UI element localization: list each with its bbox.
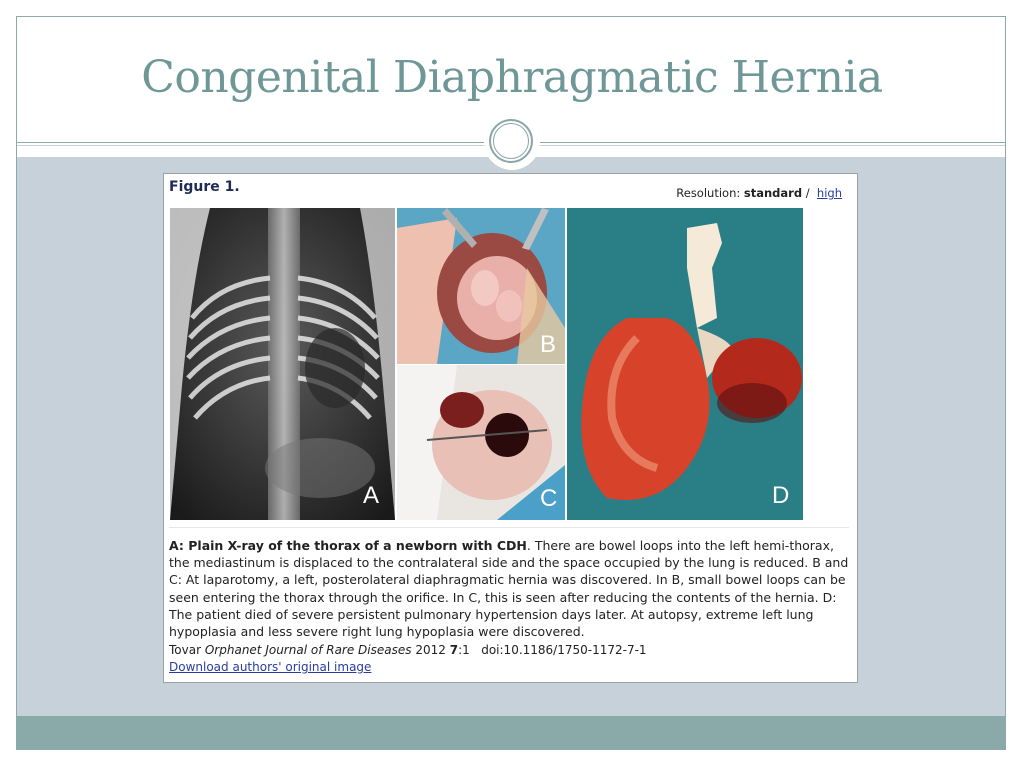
citation-year: 2012 (415, 643, 446, 657)
citation (169, 643, 647, 657)
panel-label-c: C (540, 485, 558, 512)
citation-volume: 7 (449, 643, 459, 657)
xray-image (170, 208, 395, 520)
caption-heading: A: Plain X-ray of the thorax of a newborn with CDH (169, 538, 527, 553)
citation-author: Tovar (169, 643, 202, 657)
circle-ornament-inner (493, 123, 529, 159)
resolution-selector (676, 186, 842, 200)
slide-title: Congenital Diaphragmatic Hernia (141, 52, 883, 103)
resolution-standard: standard (743, 186, 803, 200)
panel-label-a: A (363, 482, 380, 509)
resolution-high-link[interactable]: high (816, 186, 842, 200)
figure-label: Figure 1. (169, 179, 240, 195)
figure-caption (169, 537, 851, 640)
citation-issue: :1 (458, 643, 470, 657)
footer-bar (17, 716, 1005, 749)
download-original-link[interactable]: Download authors' original image (169, 660, 372, 674)
panel-label-b: B (540, 331, 557, 358)
figure-card (163, 173, 858, 683)
surgery-image-c (397, 365, 565, 520)
panel-label-d: D (772, 482, 790, 509)
caption-body: . There are bowel loops into the left hemi-thorax, the mediastinum is displaced to the contralateral side and the space occupied by the lung is reduced. B and C: At laparotomy, a left, posterolateral diaphragmatic hernia was discovered. In B, small bowel loops can be seen entering the thorax through the orifice. In C, this is seen after reducing the contents of the hernia. D: The patient died of severe persistent pulmonary hypertension days later. At autopsy, extreme left lung hypoplasia and less severe right lung hypoplasia were discovered. (169, 538, 849, 640)
figure-images (170, 208, 803, 520)
citation-doi: doi:10.1186/1750-1172-7-1 (481, 643, 647, 657)
specimen-image-d (567, 208, 803, 520)
citation-journal: Orphanet Journal of Rare Diseases (204, 643, 412, 657)
caption-divider (169, 527, 849, 528)
resolution-label: Resolution: (676, 186, 741, 200)
surgery-image-b (397, 208, 565, 364)
resolution-separator: / (805, 186, 810, 200)
